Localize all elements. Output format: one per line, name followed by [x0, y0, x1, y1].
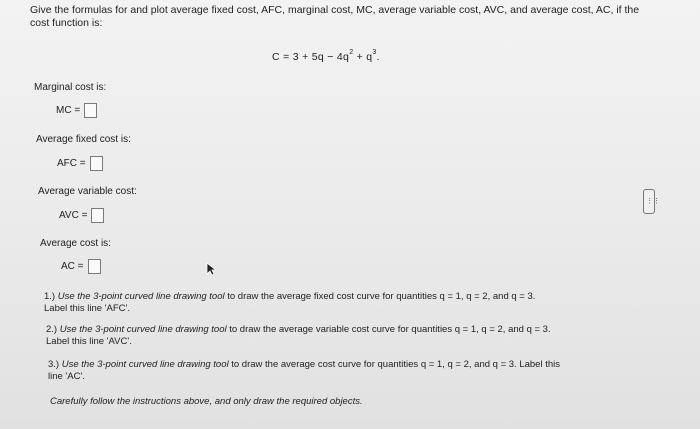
avc-label: Average variable cost: — [38, 186, 137, 197]
cost-function-formula — [272, 49, 380, 63]
afc-answer-row — [57, 156, 103, 171]
afc-label: Average fixed cost is: — [36, 134, 131, 145]
formula-mid: + q — [353, 51, 373, 63]
mc-field-label: MC = — [56, 105, 81, 116]
avc-field-label: AVC = — [59, 210, 88, 221]
instruction-note: Carefully follow the instructions above, and only draw the required objects. — [50, 396, 363, 407]
ac-label: Average cost is: — [40, 238, 111, 249]
instruction-2: 2.) Use the 3-point curved line drawing tool to draw the average variable cost curve for quantities q = 1, q = 2, and q = 3. Label this line 'AVC'. — [46, 324, 551, 347]
afc-field-label: AFC = — [57, 158, 86, 169]
mc-label: Marginal cost is: — [34, 82, 107, 93]
avc-answer-row — [59, 208, 104, 223]
formula-base: C = 3 + 5q − 4q — [272, 51, 350, 63]
panel-resize-handle[interactable] — [643, 189, 660, 214]
mc-input[interactable] — [84, 103, 97, 118]
formula-exponent-2: 2 — [349, 49, 354, 56]
formula-exponent-3: 3 — [372, 49, 377, 56]
question-text: Give the formulas for and plot average fixed cost, AFC, marginal cost, MC, average variable cost, AVC, and average cost, AC, if the cost function is: — [30, 4, 640, 29]
grip-icon: ⋮⋮ — [646, 198, 660, 205]
ac-answer-row — [61, 259, 101, 274]
instruction-1: 1.) Use the 3-point curved line drawing tool to draw the average fixed cost curve for quantities q = 1, q = 2, and q = 3. Label this line 'AFC'. — [44, 291, 536, 314]
avc-input[interactable] — [91, 208, 104, 223]
mc-answer-row — [56, 103, 97, 118]
ac-field-label: AC = — [61, 261, 84, 272]
afc-input[interactable] — [90, 156, 103, 171]
mouse-cursor-icon — [205, 262, 217, 276]
formula-end: . — [376, 51, 380, 63]
instruction-3: 3.) Use the 3-point curved line drawing tool to draw the average cost curve for quantities q = 1, q = 2, and q = 3. Label this line 'AC'. — [48, 359, 560, 382]
ac-input[interactable] — [88, 259, 101, 274]
